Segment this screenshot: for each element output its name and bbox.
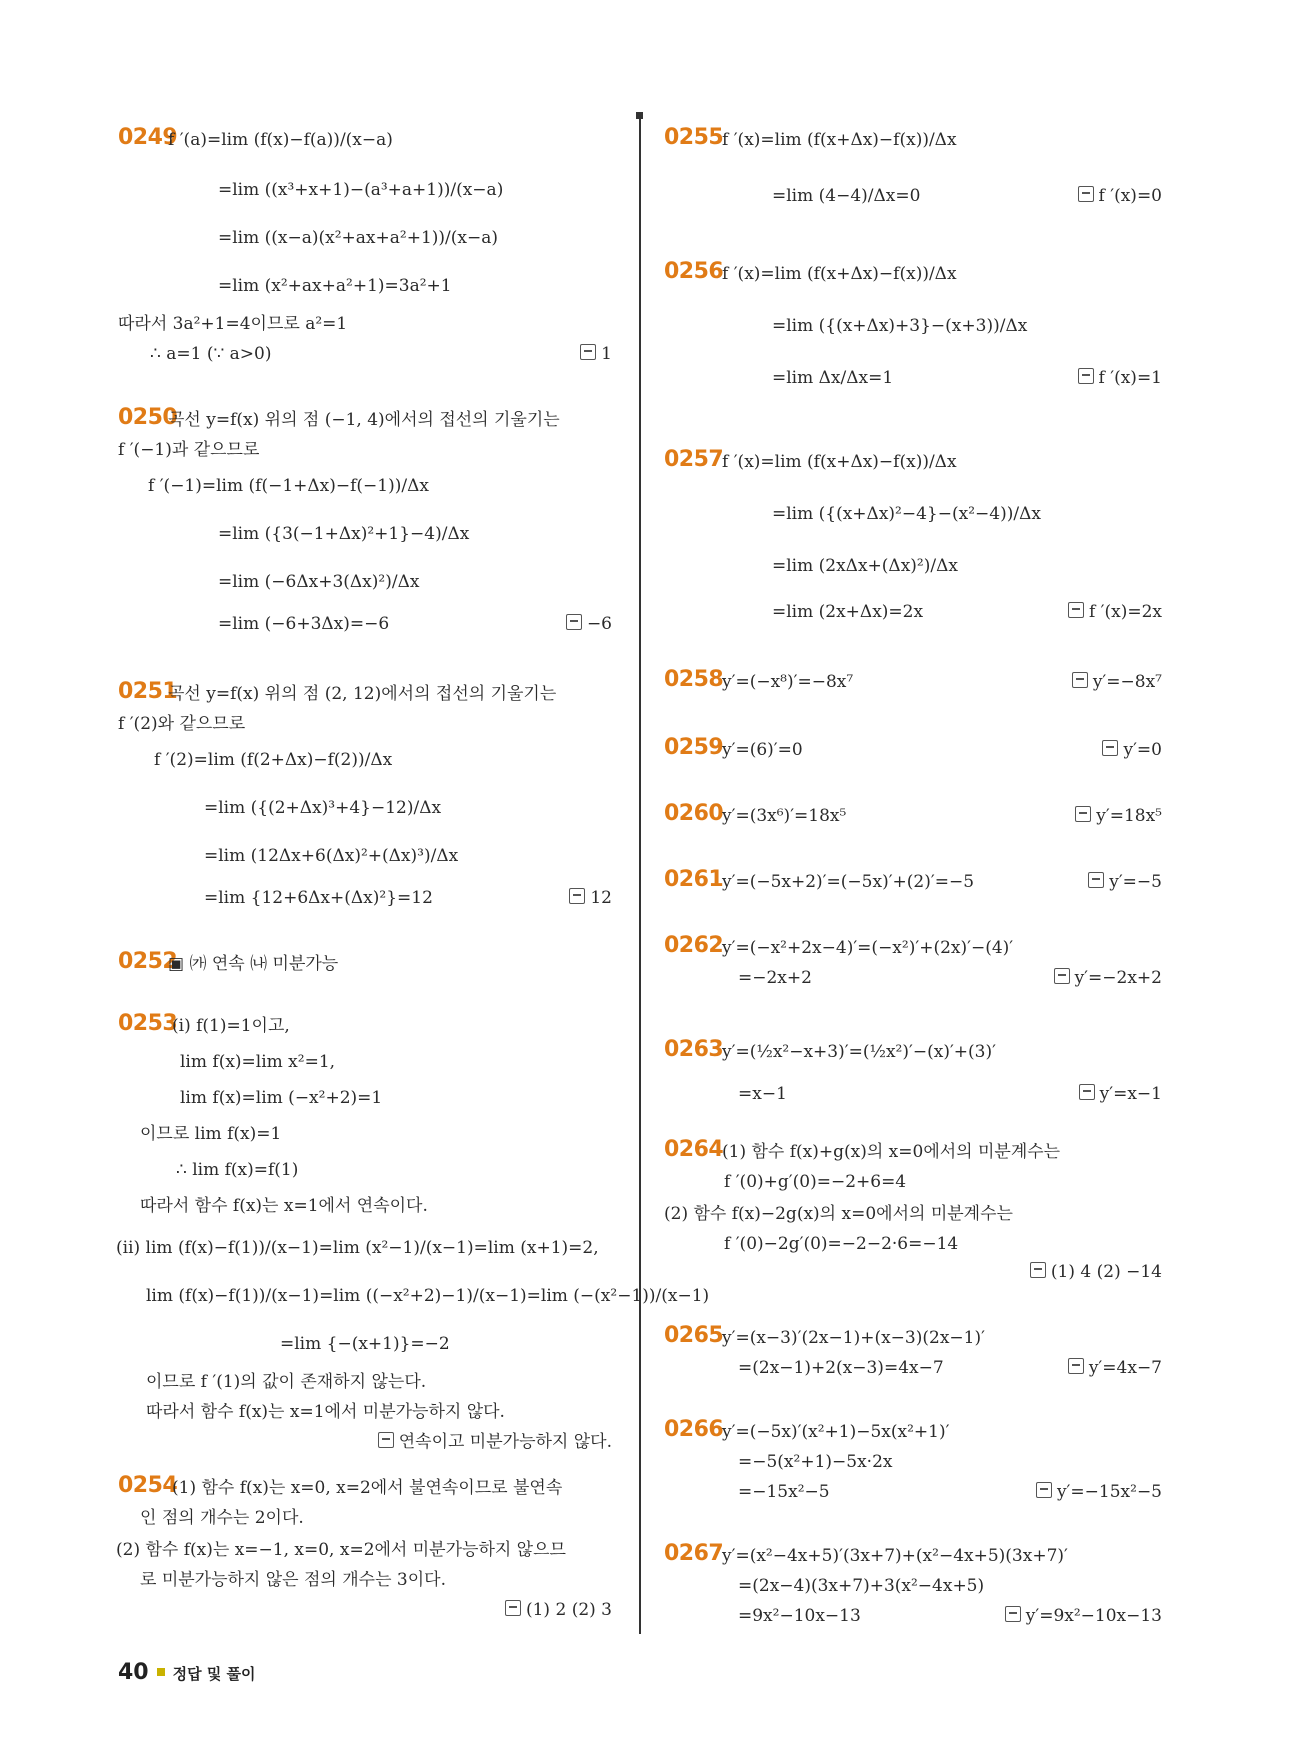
solution-line: =lim (−6+3Δx)=−6 (218, 614, 390, 634)
solution-line: (2) 함수 f(x)는 x=−1, x=0, x=2에서 미분가능하지 않으므 (116, 1540, 566, 1560)
answer-label (1078, 184, 1162, 208)
answer-text: y′=0 (1123, 740, 1162, 760)
solution-line: 따라서 함수 f(x)는 x=1에서 연속이다. (140, 1196, 428, 1216)
solution-line: =lim ((x³+x+1)−(a³+a+1))/(x−a) (218, 180, 504, 200)
problem-number: 0258 (664, 667, 724, 692)
answer-label (1036, 1480, 1162, 1504)
answer-mark-icon (1088, 872, 1104, 888)
solution-line: lim f(x)=lim (−x²+2)=1 (180, 1088, 383, 1108)
solution-line: (2) 함수 f(x)−2g(x)의 x=0에서의 미분계수는 (664, 1204, 1013, 1224)
problem-number: 0250 (118, 405, 178, 430)
problem-number: 0253 (118, 1011, 178, 1036)
solution-line: f ′(−1)=lim (f(−1+Δx)−f(−1))/Δx (148, 476, 429, 496)
problem-number: 0259 (664, 735, 724, 760)
answer-text: f ′(x)=2x (1088, 602, 1162, 622)
solution-line: f ′(x)=lim (f(x+Δx)−f(x))/Δx (722, 452, 957, 472)
solution-line: =−5(x²+1)−5x·2x (738, 1452, 893, 1472)
solution-line: 이므로 lim f(x)=1 (140, 1124, 282, 1144)
solution-line: 로 미분가능하지 않은 점의 개수는 3이다. (140, 1570, 446, 1590)
problem-number: 0249 (118, 125, 178, 150)
answer-mark-icon (1072, 672, 1088, 688)
solution-line: =lim {−(x+1)}=−2 (280, 1334, 450, 1354)
answer-label (1088, 870, 1162, 894)
solution-line: (1) 함수 f(x)는 x=0, x=2에서 불연속이므로 불연속 (172, 1478, 563, 1498)
answer-text: y′=−5 (1109, 872, 1162, 892)
solution-line: =lim {12+6Δx+(Δx)²}=12 (204, 888, 433, 908)
solution-line: =lim (2xΔx+(Δx)²)/Δx (772, 556, 958, 576)
answer-label (1072, 670, 1162, 694)
answer-text: (1) 2 (2) 3 (525, 1600, 612, 1620)
answer-mark-icon (1102, 740, 1118, 756)
answer-label (1079, 1082, 1162, 1106)
page-footer (118, 1660, 256, 1685)
answer-label (569, 886, 612, 910)
answer-text: y′=−2x+2 (1074, 968, 1162, 988)
solution-line: f ′(a)=lim (f(x)−f(a))/(x−a) (168, 130, 393, 150)
problem-number: 0261 (664, 867, 724, 892)
answer-text: y′=−15x²−5 (1056, 1482, 1162, 1502)
solution-line: =lim ({(2+Δx)³+4}−12)/Δx (204, 798, 442, 818)
solution-line: 인 점의 개수는 2이다. (140, 1508, 304, 1528)
solution-line: lim f(x)=lim x²=1, (180, 1052, 336, 1072)
answer-text: y′=4x−7 (1088, 1358, 1162, 1378)
solution-line: f ′(−1)과 같으므로 (118, 440, 260, 460)
solution-line: 곡선 y=f(x) 위의 점 (2, 12)에서의 접선의 기울기는 (168, 684, 557, 704)
answer-mark-icon (1068, 1358, 1084, 1374)
answer-mark-icon (569, 888, 585, 904)
answer-mark-icon (1030, 1262, 1046, 1278)
answer-text: −6 (586, 614, 612, 634)
problem-number: 0267 (664, 1541, 724, 1566)
solution-line: y′=(−x²+2x−4)′=(−x²)′+(2x)′−(4)′ (722, 938, 1014, 958)
column-divider (639, 112, 641, 1634)
solution-line: 따라서 3a²+1=4이므로 a²=1 (118, 314, 348, 334)
solution-line: =lim (x²+ax+a²+1)=3a²+1 (218, 276, 452, 296)
solution-line: lim (f(x)−f(1))/(x−1)=lim ((−x²+2)−1)/(x−1)=lim (−(x²−1))/(x−1) (146, 1286, 710, 1306)
answer-text: f ′(x)=1 (1098, 368, 1162, 388)
answer-text: 연속이고 미분가능하지 않다. (398, 1432, 612, 1452)
footer-square-icon (157, 1668, 165, 1676)
solution-line: =−2x+2 (738, 968, 812, 988)
answer-label (505, 1598, 612, 1622)
answer-text: y′=x−1 (1099, 1084, 1162, 1104)
problem-number: 0266 (664, 1417, 724, 1442)
answer-label (566, 612, 612, 636)
solution-line: =(2x−4)(3x+7)+3(x²−4x+5) (738, 1576, 985, 1596)
solution-line: (ⅰ) f(1)=1이고, (172, 1016, 290, 1036)
answer-label (378, 1430, 612, 1454)
solution-line: =lim Δx/Δx=1 (772, 368, 894, 388)
answer-mark-icon (1005, 1606, 1021, 1622)
problem-number: 0251 (118, 679, 178, 704)
solution-line: =lim (4−4)/Δx=0 (772, 186, 921, 206)
solution-line: f ′(2)=lim (f(2+Δx)−f(2))/Δx (154, 750, 393, 770)
problem-number: 0255 (664, 125, 724, 150)
solution-line: =lim ((x−a)(x²+ax+a²+1))/(x−a) (218, 228, 498, 248)
answer-text: y′=−8x⁷ (1092, 672, 1162, 692)
solution-line: =lim (12Δx+6(Δx)²+(Δx)³)/Δx (204, 846, 459, 866)
problem-number: 0257 (664, 447, 724, 472)
answer-label (1030, 1260, 1162, 1284)
answer-mark-icon (1078, 368, 1094, 384)
answer-label (1075, 804, 1162, 828)
problem-number: 0254 (118, 1473, 178, 1498)
answer-label (1054, 966, 1162, 990)
solution-line: (ⅱ) lim (f(x)−f(1))/(x−1)=lim (x²−1)/(x−1)=lim (x+1)=2, (116, 1238, 599, 1258)
answer-mark-icon (1036, 1482, 1052, 1498)
solution-line: =lim ({(x+Δx)²−4}−(x²−4))/Δx (772, 504, 1041, 524)
solution-line: y′=(3x⁶)′=18x⁵ (722, 806, 847, 826)
solution-line: y′=(x²−4x+5)′(3x+7)+(x²−4x+5)(3x+7)′ (722, 1546, 1068, 1566)
problem-number: 0260 (664, 801, 724, 826)
answer-mark-icon (1054, 968, 1070, 984)
solution-line: ▣ ㈎ 연속 ㈏ 미분가능 (168, 954, 339, 974)
solution-line: f ′(0)+g′(0)=−2+6=4 (724, 1172, 907, 1192)
answer-label (1102, 738, 1162, 762)
answer-mark-icon (378, 1432, 394, 1448)
answer-text: (1) 4 (2) −14 (1050, 1262, 1162, 1282)
solution-line: 이므로 f ′(1)의 값이 존재하지 않는다. (146, 1372, 427, 1392)
page-label: 정답 및 풀이 (172, 1665, 256, 1683)
solution-line: y′=(−x⁸)′=−8x⁷ (722, 672, 854, 692)
answer-text: f ′(x)=0 (1098, 186, 1162, 206)
problem-number: 0265 (664, 1323, 724, 1348)
answer-label (1078, 366, 1162, 390)
solution-line: y′=(6)′=0 (722, 740, 803, 760)
solution-line: y′=(½x²−x+3)′=(½x²)′−(x)′+(3)′ (722, 1042, 996, 1062)
solution-line: f ′(x)=lim (f(x+Δx)−f(x))/Δx (722, 264, 957, 284)
answer-mark-icon (580, 344, 596, 360)
answer-mark-icon (1078, 186, 1094, 202)
solution-line: f ′(x)=lim (f(x+Δx)−f(x))/Δx (722, 130, 957, 150)
solution-line: =lim ({3(−1+Δx)²+1}−4)/Δx (218, 524, 470, 544)
solution-line: y′=(−5x)′(x²+1)−5x(x²+1)′ (722, 1422, 950, 1442)
solution-line: ∴ a=1 (∵ a>0) (150, 344, 272, 364)
solution-line: (1) 함수 f(x)+g(x)의 x=0에서의 미분계수는 (722, 1142, 1061, 1162)
solution-line: y′=(−5x+2)′=(−5x)′+(2)′=−5 (722, 872, 975, 892)
answer-mark-icon (1079, 1084, 1095, 1100)
answer-text: y′=18x⁵ (1096, 806, 1162, 826)
solution-line: 곡선 y=f(x) 위의 점 (−1, 4)에서의 접선의 기울기는 (168, 410, 560, 430)
problem-number: 0262 (664, 933, 724, 958)
solution-line: ∴ lim f(x)=f(1) (176, 1160, 299, 1180)
answer-text: 12 (590, 888, 612, 908)
solution-line: y′=(x−3)′(2x−1)+(x−3)(2x−1)′ (722, 1328, 985, 1348)
solution-line: =−15x²−5 (738, 1482, 830, 1502)
answer-text: 1 (601, 344, 612, 364)
problem-number: 0264 (664, 1137, 724, 1162)
problem-number: 0263 (664, 1037, 724, 1062)
solution-line: =lim (2x+Δx)=2x (772, 602, 924, 622)
page-number: 40 (118, 1660, 149, 1685)
answer-label (1068, 1356, 1162, 1380)
answer-mark-icon (566, 614, 582, 630)
answer-text: y′=9x²−10x−13 (1025, 1606, 1162, 1626)
solution-line: =x−1 (738, 1084, 787, 1104)
solution-line: =lim (−6Δx+3(Δx)²)/Δx (218, 572, 420, 592)
solution-line: =(2x−1)+2(x−3)=4x−7 (738, 1358, 944, 1378)
problem-number: 0256 (664, 259, 724, 284)
answer-label (1005, 1604, 1162, 1628)
problem-number: 0252 (118, 949, 178, 974)
answer-mark-icon (1075, 806, 1091, 822)
solution-line: =9x²−10x−13 (738, 1606, 861, 1626)
solution-line: f ′(0)−2g′(0)=−2−2·6=−14 (724, 1234, 959, 1254)
solution-line: f ′(2)와 같으므로 (118, 714, 246, 734)
solution-line: =lim ({(x+Δx)+3}−(x+3))/Δx (772, 316, 1028, 336)
answer-label (580, 342, 612, 366)
answer-mark-icon (505, 1600, 521, 1616)
answer-mark-icon (1068, 602, 1084, 618)
column-divider-marker (636, 112, 643, 119)
solution-line: 따라서 함수 f(x)는 x=1에서 미분가능하지 않다. (146, 1402, 505, 1422)
answer-label (1068, 600, 1162, 624)
